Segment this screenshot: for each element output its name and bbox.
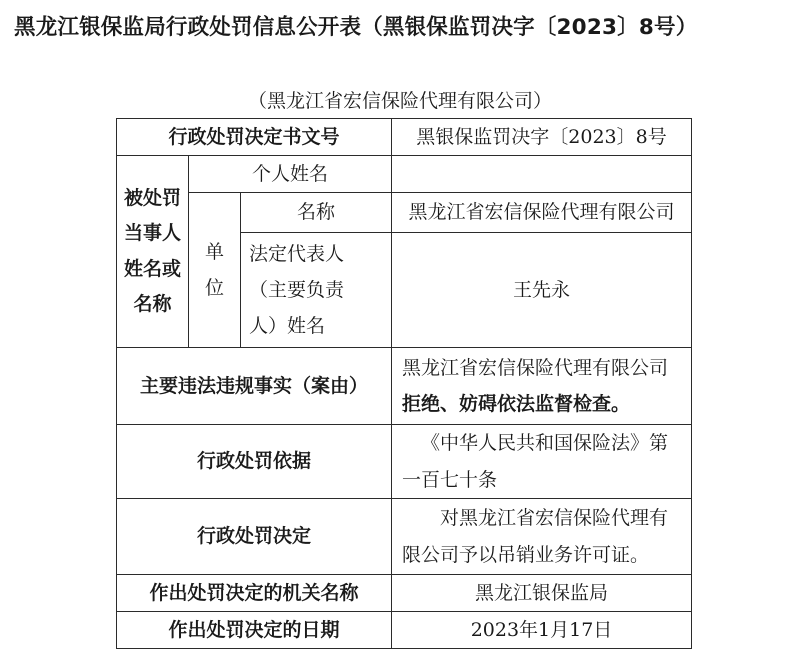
unit-name-label: 名称 — [240, 192, 392, 233]
facts-label: 主要违法违规事实（案由） — [116, 347, 392, 425]
decision-value: 对黑龙江省宏信保险代理有限公司予以吊销业务许可证。 — [391, 498, 692, 575]
legal-basis-value: 《中华人民共和国保险法》第一百七十条 — [391, 424, 692, 499]
decision-label: 行政处罚决定 — [116, 498, 392, 575]
page-title: 黑龙江银保监局行政处罚信息公开表（黑银保监罚决字〔2023〕8号） — [14, 15, 698, 40]
date-label: 作出处罚决定的日期 — [116, 611, 392, 649]
company-subtitle: （黑龙江省宏信保险代理有限公司） — [247, 90, 552, 112]
legal-rep-label-line: （主要负责 — [249, 278, 345, 301]
unit-label: 单位 — [188, 192, 241, 348]
party-label-line: 名称 — [133, 292, 172, 315]
authority-value: 黑龙江银保监局 — [391, 574, 692, 612]
party-label-line: 当事人 — [123, 222, 181, 245]
authority-label: 作出处罚决定的机关名称 — [116, 574, 392, 612]
unit-name-value: 黑龙江省宏信保险代理有限公司 — [391, 192, 692, 233]
individual-name-label: 个人姓名 — [188, 155, 392, 193]
party-label-line: 姓名或 — [123, 257, 181, 280]
legal-basis-label: 行政处罚依据 — [116, 424, 392, 499]
party-label — [116, 155, 189, 348]
doc-number-value: 黑银保监罚决字〔2023〕8号 — [391, 118, 692, 156]
legal-rep-value: 王先永 — [391, 232, 692, 348]
individual-name-value — [391, 155, 692, 193]
legal-rep-label — [240, 232, 392, 348]
party-label-line: 被处罚 — [123, 187, 181, 210]
facts-value: 黑龙江省宏信保险代理有限公司 拒绝、妨碍依法监督检查。 — [391, 347, 692, 425]
legal-rep-label-line: 人）姓名 — [249, 315, 326, 338]
date-value: 2023年1月17日 — [391, 611, 692, 649]
doc-number-label: 行政处罚决定书文号 — [116, 118, 392, 156]
legal-rep-label-line: 法定代表人 — [249, 242, 345, 265]
